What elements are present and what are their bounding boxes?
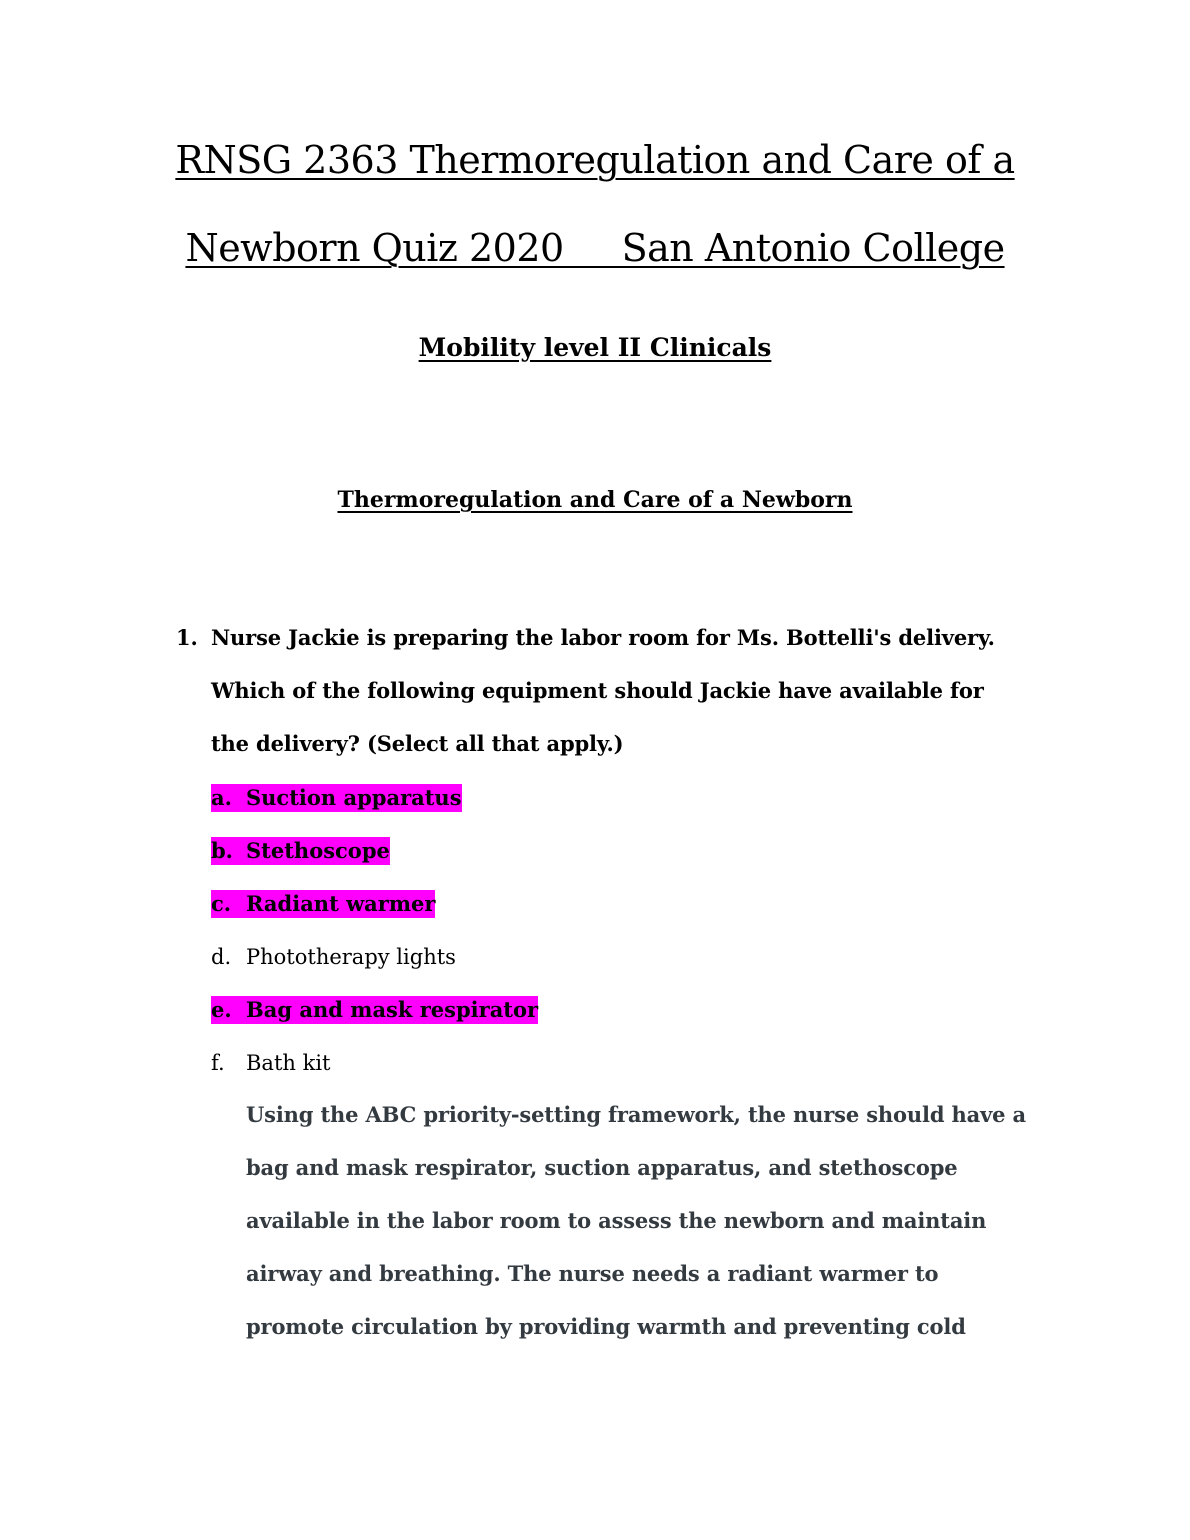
- section-heading: Thermoregulation and Care of a Newborn: [337, 487, 853, 513]
- question-line-2: Which of the following equipment should Jackie have available for: [211, 678, 984, 703]
- option-letter: f.: [211, 1051, 225, 1075]
- subtitle: Mobility level II Clinicals: [418, 333, 772, 362]
- option-text: Phototherapy lights: [246, 945, 456, 969]
- question-line-1: Nurse Jackie is preparing the labor room for Ms. Bottelli's delivery.: [211, 625, 995, 650]
- option-a: [211, 784, 462, 812]
- rationale-line-1: Using the ABC priority-setting framework, the nurse should have a: [246, 1102, 1026, 1127]
- option-text: Bag and mask respirator: [246, 997, 539, 1022]
- option-f: [211, 1049, 330, 1077]
- rationale-line-5: promote circulation by providing warmth and preventing cold: [246, 1314, 966, 1339]
- option-letter: c.: [211, 891, 232, 916]
- option-c: [211, 890, 435, 918]
- option-text: Stethoscope: [246, 838, 390, 863]
- option-d: [211, 943, 456, 971]
- question-line-3: the delivery? (Select all that apply.): [211, 731, 624, 756]
- rationale-line-4: airway and breathing. The nurse needs a radiant warmer to: [246, 1261, 939, 1286]
- option-e: [211, 996, 538, 1024]
- document-title-line-2: Newborn Quiz 2020 San Antonio College: [185, 226, 1005, 270]
- option-b: [211, 837, 390, 865]
- option-letter: d.: [211, 945, 232, 969]
- option-text: Suction apparatus: [246, 785, 462, 810]
- option-text: Bath kit: [246, 1051, 331, 1075]
- option-letter: b.: [211, 838, 233, 863]
- option-text: Radiant warmer: [246, 891, 436, 916]
- rationale-line-3: available in the labor room to assess the newborn and maintain: [246, 1208, 987, 1233]
- document-title-line-1: RNSG 2363 Thermoregulation and Care of a: [175, 138, 1015, 182]
- question-number: 1.: [176, 625, 198, 650]
- option-letter: e.: [211, 997, 232, 1022]
- rationale-line-2: bag and mask respirator, suction apparatus, and stethoscope: [246, 1155, 958, 1180]
- option-letter: a.: [211, 785, 232, 810]
